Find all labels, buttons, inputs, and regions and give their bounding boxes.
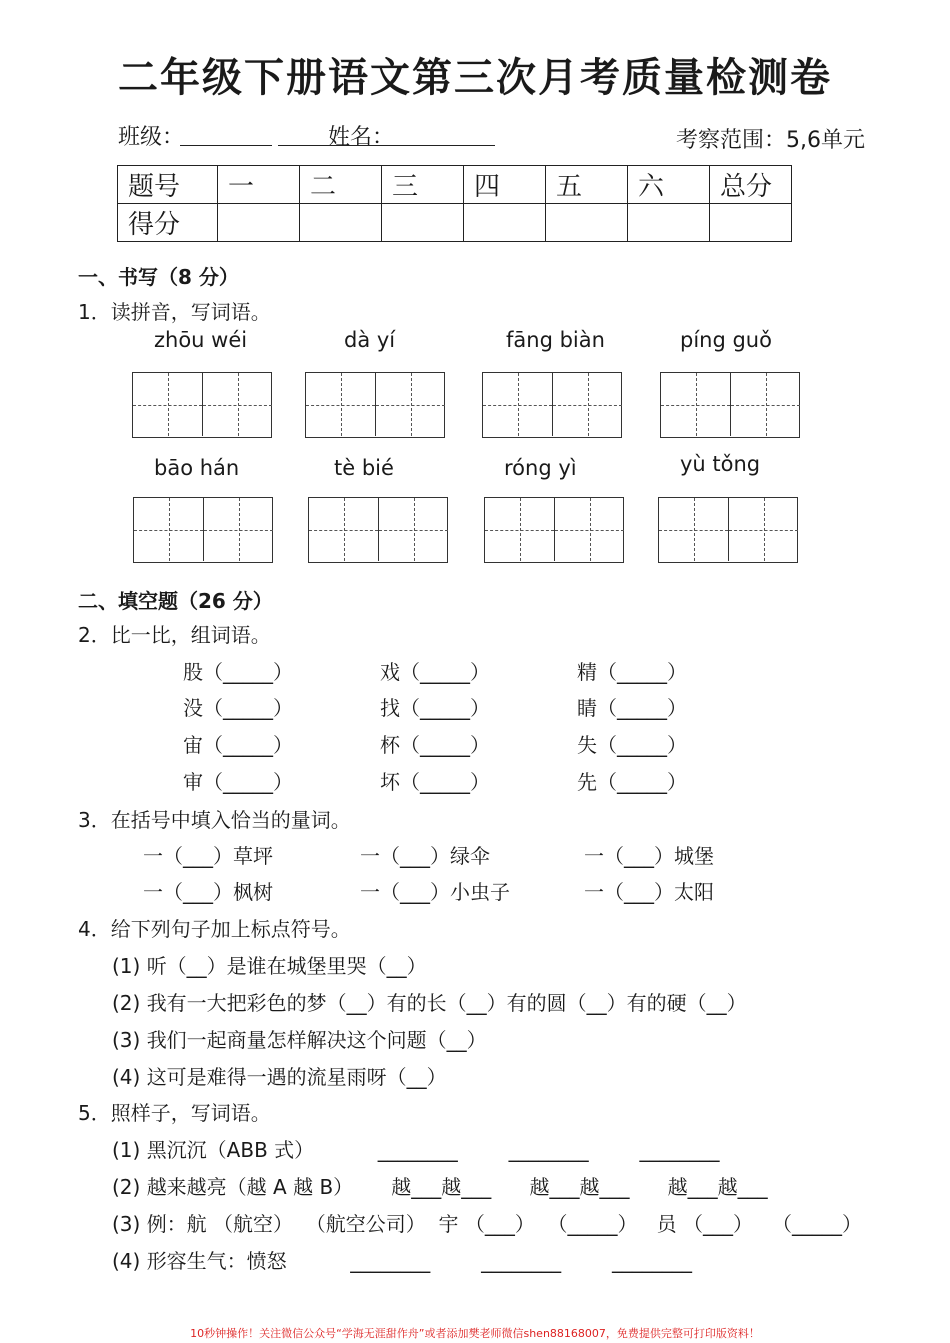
score-input-cell[interactable] <box>546 204 628 242</box>
q2-item[interactable]: 坏（_____） <box>380 770 490 794</box>
q4-item[interactable]: (2) 我有一大把彩色的梦（__）有的长（__）有的圆（__）有的硬（__） <box>112 991 747 1015</box>
question-2: 2．比一比，组词语。 <box>78 623 271 647</box>
q2-item[interactable]: 精（_____） <box>577 660 687 684</box>
question-4: 4．给下列句子加上标点符号。 <box>78 917 351 941</box>
score-header-cell: 题号 <box>118 166 218 204</box>
q2-item[interactable]: 宙（_____） <box>183 733 293 757</box>
writing-grid[interactable] <box>658 497 798 563</box>
q2-item[interactable]: 戏（_____） <box>380 660 490 684</box>
score-header-cell: 总分 <box>710 166 792 204</box>
score-input-cell[interactable] <box>382 204 464 242</box>
class-field[interactable] <box>180 145 272 146</box>
question-1: 1．读拼音，写词语。 <box>78 300 271 324</box>
score-header-cell: 五 <box>546 166 628 204</box>
pinyin-7: róng yì <box>504 456 577 480</box>
q3-item[interactable]: 一（___）枫树 <box>143 880 273 904</box>
q3-item[interactable]: 一（___）小虫子 <box>360 880 510 904</box>
section1-heading: 一、书写（8 分） <box>78 265 239 289</box>
score-header-cell: 六 <box>628 166 710 204</box>
score-header-cell: 四 <box>464 166 546 204</box>
question-5: 5．照样子，写词语。 <box>78 1101 271 1125</box>
writing-grid[interactable] <box>660 372 800 438</box>
section2-heading: 二、填空题（26 分） <box>78 589 273 613</box>
q4-item[interactable]: (3) 我们一起商量怎样解决这个问题（__） <box>112 1028 487 1052</box>
writing-grid[interactable] <box>482 372 622 438</box>
q2-item[interactable]: 睛（_____） <box>577 696 687 720</box>
score-table-header-row <box>118 166 792 204</box>
q2-item[interactable]: 股（_____） <box>183 660 293 684</box>
score-row-label: 得分 <box>118 204 218 242</box>
q3-item[interactable]: 一（___）草坪 <box>143 844 273 868</box>
pinyin-1: zhōu wéi <box>154 328 248 352</box>
q2-item[interactable]: 审（_____） <box>183 770 293 794</box>
writing-grid[interactable] <box>132 372 272 438</box>
pinyin-4: píng guǒ <box>680 328 772 352</box>
pinyin-2: dà yí <box>344 328 396 352</box>
score-input-cell[interactable] <box>300 204 382 242</box>
pinyin-8: yù tǒng <box>680 452 761 476</box>
q2-item[interactable]: 杯（_____） <box>380 733 490 757</box>
q2-item[interactable]: 先（_____） <box>577 770 687 794</box>
q5-item[interactable]: (4) 形容生气：愤怒 ________ ________ ________ <box>112 1249 692 1273</box>
score-input-cell[interactable] <box>628 204 710 242</box>
q2-item[interactable]: 失（_____） <box>577 733 687 757</box>
name-label: 姓名： <box>328 125 395 150</box>
writing-grid[interactable] <box>308 497 448 563</box>
score-input-cell[interactable] <box>218 204 300 242</box>
score-input-cell[interactable] <box>710 204 792 242</box>
q2-item[interactable]: 找（_____） <box>380 696 490 720</box>
scope-label: 考察范围：5,6单元 <box>676 128 865 153</box>
footer-note: 10秒钟操作！关注微信公众号“学海无涯甜作舟”或者添加樊老师微信shen88168007，免费提供完整可打印版资料！ <box>190 1327 760 1340</box>
writing-grid[interactable] <box>133 497 273 563</box>
q4-item[interactable]: (1) 听（__）是谁在城堡里哭（__） <box>112 954 427 978</box>
name-field[interactable] <box>326 145 495 146</box>
q3-item[interactable]: 一（___）太阳 <box>584 880 714 904</box>
question-3: 3．在括号中填入恰当的量词。 <box>78 808 351 832</box>
page-title: 二年级下册语文第三次月考质量检测卷 <box>118 55 832 101</box>
pinyin-3: fāng biàn <box>506 328 605 352</box>
score-header-cell: 三 <box>382 166 464 204</box>
writing-grid[interactable] <box>305 372 445 438</box>
q2-item[interactable]: 没（_____） <box>183 696 293 720</box>
q3-item[interactable]: 一（___）城堡 <box>584 844 714 868</box>
pinyin-6: tè bié <box>334 456 394 480</box>
writing-grid[interactable] <box>484 497 624 563</box>
q5-item[interactable]: (2) 越来越亮（越 A 越 B） 越___越___ 越___越___ 越___越___ <box>112 1175 768 1199</box>
q5-item[interactable]: (3) 例：航 （航空） （航空公司） 宇 （___） （_____） 员 （___） （_____） <box>112 1212 863 1236</box>
q4-item[interactable]: (4) 这可是难得一遇的流星雨呀（__） <box>112 1065 447 1089</box>
q5-item[interactable]: (1) 黑沉沉（ABB 式） ________ ________ ________ <box>112 1138 720 1162</box>
score-header-cell: 一 <box>218 166 300 204</box>
q3-item[interactable]: 一（___）绿伞 <box>360 844 490 868</box>
score-input-cell[interactable] <box>464 204 546 242</box>
score-header-cell: 二 <box>300 166 382 204</box>
class-field-extension <box>278 145 326 146</box>
score-table <box>117 165 792 242</box>
pinyin-5: bāo hán <box>154 456 240 480</box>
score-table-score-row <box>118 204 792 242</box>
class-label: 班级： <box>118 125 185 150</box>
